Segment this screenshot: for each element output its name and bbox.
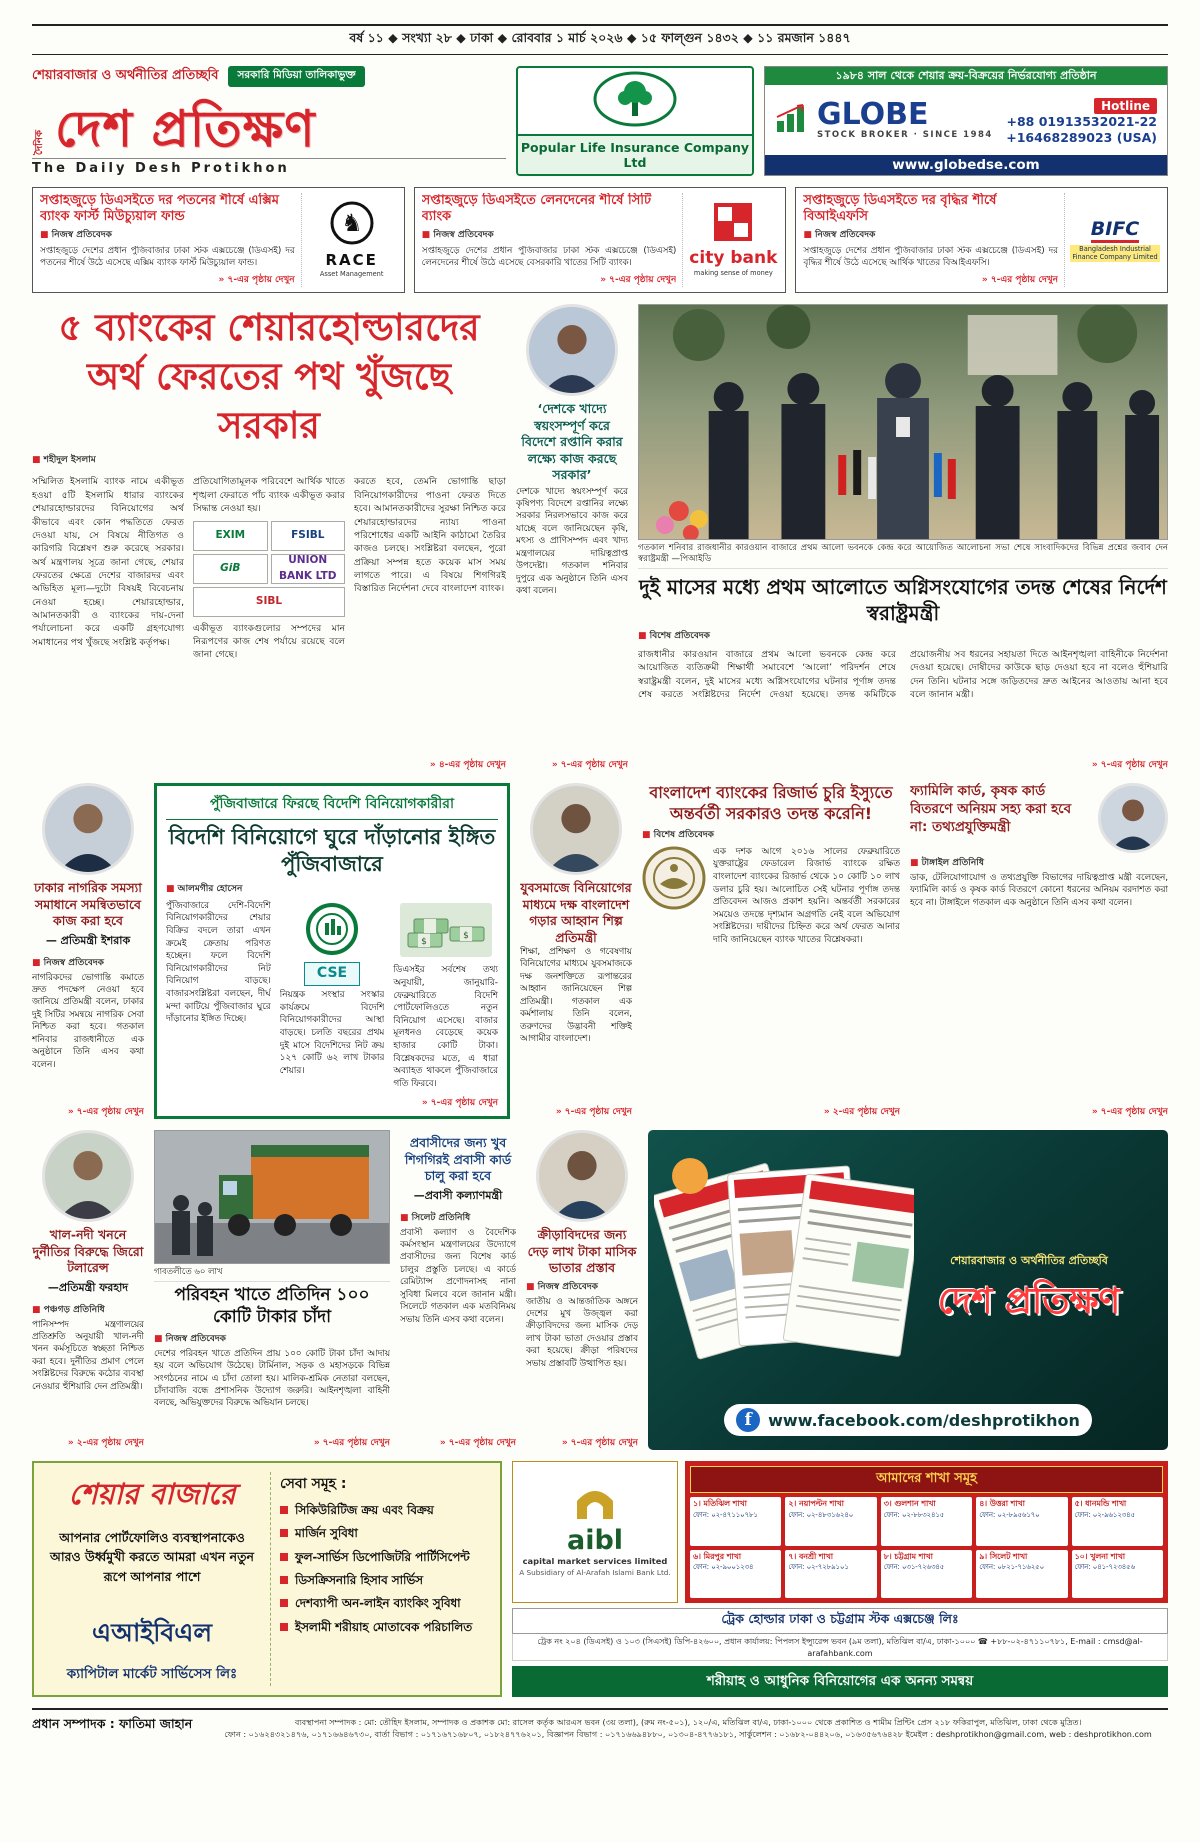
brief-price-gain [795,187,1168,293]
branch-item: ৪। উত্তরা শাখা ফোন: ০২-৮৯৫৬১৭০ [976,1497,1067,1546]
masthead-tagline: শেয়ারবাজার ও অর্থনীতির প্রতিচ্ছবি [32,68,219,83]
service-item: ডিসক্রিসনারি হিসাব সার্ভিস [280,1573,491,1588]
reserve-heist-story [642,783,900,1119]
canal-byline: ■ পঞ্চগড় প্রতিনিধি [32,1302,144,1317]
bifc-wordmark: BIFC [1091,218,1139,243]
publisher-line-1: ব্যবস্থাপনা সম্পাদক : মো: তৌহিদ ইসলাম, সম্পাদক ও প্রকাশক মো: রাসেল কর্তৃক আরএস ভবন (৩য় তলা), (রুম নং-৫০১), ১২০/এ, মতিঝিল বা/এ, ঢাকা-১০০০ থেকে প্রকাশিত ও শামীম প্রিন্টিং প্রেস ২১৮ ফকিরাপুল, মতিঝিল, ঢাকা থেকে মুদ্রিত। [294,1717,1082,1727]
branch-item: ১০। খুলনা শাখা ফোন: ০৪১-৭২৩৪৫৬ [1072,1550,1163,1599]
lead-col-3: করতে হবে, তেমনি ভোগান্তি ছাড়া বিনিয়োগকারীদের পাওনা ফেরত দিতে হবে। আমানতকারীদের সুরক্ষা নিশ্চিত করে শেয়ারহোল্ডারদের ন্যায্য পাওনা পরিশোধের একটি আইনি কাঠামো তৈরির কাজও চলছে। সংশ্লিষ্টরা বলছেন, পুরো প্রক্রিয়া সম্পন্ন হতে কয়েক মাস সময় লাগতে পারে। এ বিষয়ে শিগগিরই বিস্তারিত নির্দেশনা দেবে বাংলাদেশ ব্যাংক। [354,476,506,595]
lead-story [32,304,506,772]
money-photo [400,903,492,962]
aibl-promo-ad [32,1461,502,1697]
brief-body: সপ্তাহজুড়ে দেশের প্রধান পুঁজিবাজার ঢাকা স্টক এক্সচেঞ্জে (ডিএসই) দর পতনের শীর্ষে উঠে এসেছে এক্সিম ব্যাংক ফার্স্ট মিউচ্যুয়াল ফান্ড। [40,245,295,268]
globe-sub1: STOCK BROKER [817,130,910,141]
official-portrait [536,1130,628,1222]
globe-brand: GLOBE [817,97,929,133]
expat-body: প্রবাসী কল্যাণ ও বৈদেশিক কর্মসংস্থান মন্ত্রণালয়ের উদ্যোগে প্রবাসীদের জন্য বিশেষ কার্ড চালুর প্রস্তুতি চলছে। এ কার্ডে রেমিট্যান্স প্রণোদনাসহ নানা সুবিধা মিলবে বলে জানান মন্ত্রী। সিলেটে গতকাল এক মতবিনিময় সভায় তিনি এসব কথা বলেন। [400,1227,516,1325]
svg-text:♞: ♞ [340,209,363,238]
reserve-body: এক দশক আগে ২০১৬ সালের ফেব্রুয়ারিতে যুক্তরাষ্ট্রের ফেডারেল রিজার্ভ ব্যাংকে রক্ষিত বাংলাদেশ ব্যাংকের রিজার্ভ থেকে ১০ কোটি ১০ লাখ ডলার চুরি হয়। আলোচিত সেই ঘটনার পূর্ণাঙ্গ তদন্ত প্রতিবেদন আজও প্রকাশ হয়নি। অন্তর্বর্তী সরকারের সময়েও তদন্তে দৃশ্যমান অগ্রগতি নেই বলে অভিযোগ সংশ্লিষ্টদের। দায়ীদের চিহ্নিত করে অর্থ ফেরত আনার দাবি জানিয়েছেন ব্যাংক খাতের বিশ্লেষকরা। [713,846,900,946]
facebook-bar[interactable] [724,1404,1092,1436]
civic-attribution: — প্রতিমন্ত্রী ইশরাক [45,933,131,947]
newspapers-graphic [654,1136,914,1390]
services-list [270,1472,491,1686]
race-wordmark: RACE [325,251,378,270]
athlete-headline: ক্রীড়াবিদদের জন্য দেড় লাখ টাকা মাসিক ভাতার প্রস্তাব [527,1227,637,1275]
imprint-footer [32,1708,1168,1740]
minister-portrait [526,304,618,396]
jump-link[interactable]: » ৭-এর পৃষ্ঠায় দেখুন [910,1104,1168,1119]
athlete-body: জাতীয় ও আন্তর্জাতিক অঙ্গনে দেশের মুখ উজ্জ্বল করা ক্রীড়াবিদদের জন্য মাসিক দেড় লাখ টাকা ভাতা দেওয়ার প্রস্তাব করা হয়েছে। ক্রীড়া পরিষদের সভায় প্রস্তাবটি উত্থাপিত হয়। [526,1296,638,1369]
gov-listed-badge: সরকারি মিডিয়া তালিকাভুক্ত [228,66,364,87]
self-promo-ad [648,1130,1168,1450]
sibl-bank-logo: SIBL [193,587,345,617]
tree-icon [592,70,678,132]
brief-title: সপ্তাহজুড়ে ডিএসইতে দর পতনের শীর্ষে এক্সিম ব্যাংক ফার্স্ট মিউচ্যুয়াল ফান্ড [40,193,280,224]
union-bank-logo: UNION BANK LTD [271,554,346,584]
branch-item: ৯। সিলেট শাখা ফোন: ০৮২১-৭১৬২৫০ [976,1550,1067,1599]
transport-extortion-story [154,1130,390,1450]
race-sub: Asset Management [319,270,384,279]
service-item: ফুল-সার্ভিস ডিপোজিটরি পার্টিসিপেন্ট [280,1550,491,1565]
lead-byline: ■ শহীদুল ইসলাম [32,452,506,467]
globe-ad-slogan: ১৯৮৪ সাল থেকে শেয়ার ক্রয়-বিক্রয়ের নির্ভরযোগ্য প্রতিষ্ঠান [765,67,1167,85]
branch-item: ৮। চট্টগ্রাম শাখা ফোন: ০৩১-৭২৬৩৪৫ [881,1550,972,1599]
jump-link[interactable]: » ৭-এর পৃষ্ঠায় দেখুন [32,1104,144,1119]
expat-headline: প্রবাসীদের জন্য খুব শিগগিরই প্রবাসী কার্ড চালু করা হবে [404,1135,512,1183]
daily-tag: দৈনিক [34,129,45,155]
jump-link[interactable]: » ৭-এর পৃষ্ঠায় দেখুন [516,757,628,772]
merged-bank-logos [193,521,345,617]
canal-headline: খাল-নদী খননে দুর্নীতির বিরুদ্ধে জিরো টলারেন্স [32,1227,144,1275]
civic-body: নাগরিকদের ভোগান্তি কমাতে দ্রুত পদক্ষেপ নেওয়া হবে জানিয়ে প্রতিমন্ত্রী বলেন, ঢাকার দুই সিটির সমন্বয়ে নাগরিক সেবা নিশ্চিত করা হবে। গতকাল শনিবার রাজধানীতে এক অনুষ্ঠানে তিনি এসব কথা বলেন। [32,972,144,1070]
investment-col-1: পুঁজিবাজারে দেশি-বিদেশি বিনিয়োগকারীদের শেয়ার বিক্রির বদলে তারা এখন ক্রমেই ক্রেতায় পরিণত হচ্ছেন। ফলে বিদেশি বিনিয়োগকারীদের নিট বিনিয়োগ বাড়ছে। বাজারসংশ্লিষ্টরা বলছেন, দীর্ঘ মন্দা কাটিয়ে পুঁজিবাজার ঘুরে দাঁড়ানোর ইঙ্গিত দিচ্ছে। [166,900,271,1025]
promo-tagline: শেয়ারবাজার ও অর্থনীতির প্রতিচ্ছবি [950,1254,1108,1267]
brief-byline: ■ নিজস্ব প্রতিবেদক [422,227,677,242]
service-item: মার্জিন সুবিধা [280,1526,491,1541]
investment-headline: বিদেশি বিনিয়োগে ঘুরে দাঁড়ানোর ইঙ্গিত পুঁজিবাজারে [168,825,496,877]
dhaka-civic-story [32,783,144,1119]
publisher-line-2: ফোন : ০১৬২৪৩২১৪৭৬, ০১৭১৬৬৪৬৭৩০, বার্তা বিভাগ : ০১৭১৬৭১৬৮০৭, ০১৮২৪৭৭৬২০১, বিজ্ঞাপন বিভাগ : ০১৭১৬৬৯৪৮৮০, ০১৩০৪-৪৭৭৬১৮১, সার্কুলেশন : ০১৬৮২-০৪৪২০৬, ০১৬৩৫৬৭৬৪২৮ ইমেইল : deshprotikhon@gmail.com, web : deshprotikhon.com [224,1729,1152,1740]
family-card-headline: ফ্যামিলি কার্ড, কৃষক কার্ড বিতরণে অনিয়ম সহ্য করা হবে না: তথ্যপ্রযুক্তিমন্ত্রী [910,783,1072,835]
fsibl-bank-logo: FSIBL [271,521,346,551]
minister-portrait [42,1130,134,1222]
chief-editor: প্রধান সম্পাদক : ফাতিমা জাহান [32,1716,193,1731]
brief-top-turnover [414,187,787,293]
bifc-logo [1064,193,1160,287]
jump-link[interactable]: » ৭-এর পৃষ্ঠায় দেখুন [40,272,295,287]
fire-story-byline: ■ বিশেষ প্রতিবেদক [638,628,1168,643]
canal-body: পানিসম্পদ মন্ত্রণালয়ের প্রতিশ্রুতি অনুযায়ী খাল-নদী খনন কর্মসূচিতে স্বচ্ছতা নিশ্চিত করা হবে। দুর্নীতির প্রমাণ পেলে সংশ্লিষ্টদের বিরুদ্ধে কঠোর ব্যবস্থা নেওয়ার হুঁশিয়ারি দেন প্রতিমন্ত্রী। [32,1319,144,1392]
youth-body: শিক্ষা, প্রশিক্ষণ ও গবেষণায় বিনিয়োগের মাধ্যমে যুবসমাজকে দক্ষ জনশক্তিতে রূপান্তরের আহ্বান জানিয়েছেন শিল্প প্রতিমন্ত্রী। গতকাল এক কর্মশালায় তিনি বলেন, তরুণদের উদ্ভাবনী শক্তিই আগামীর বাংলাদেশ। [520,947,632,1045]
chart-bars-icon [775,103,809,137]
race-logo [301,193,397,287]
investment-col-3: $ $ ডিএসইর সর্বশেষ তথ্য অনুযায়ী, জানুয়ারি-ফেব্রুয়ারিতে বিদেশি পোর্টফোলিওতে নতুন বিনিয়োগ এসেছে। বাজার মূলধনও বেড়েছে কয়েক হাজার কোটি টাকা। বিশ্লেষকদের মতে, এ ধারা অব্যাহত থাকলে পুঁজিবাজারে গতি ফিরবে। [393,900,498,1095]
hotline-label: Hotline [1094,98,1157,114]
canal-dredging-story [32,1130,144,1450]
branches-grid [690,1497,1163,1598]
masthead-logo-block [32,66,506,176]
globe-broker-ad: ১৯৮৪ সাল থেকে শেয়ার ক্রয়-বিক্রয়ের নির্ভরযোগ্য প্রতিষ্ঠান GLOBE STOCK BROKER · SINCE 1984 Hotline +88 01913532021-22 +16468289023 (USA) www.globedse.com [764,66,1168,176]
branch-item: ৭। বনশ্রী শাখা ফোন: ০২-৭২৮৯১০১ [785,1550,876,1599]
bangladesh-bank-emblem-icon [642,846,706,1104]
youth-headline: যুবসমাজে বিনিয়োগের মাধ্যমে দক্ষ বাংলাদেশ গড়ার আহ্বান শিল্প প্রতিমন্ত্রী [520,880,632,945]
jump-link[interactable]: » ৭-এর পৃষ্ঠায় দেখুন [400,1435,516,1450]
service-item: সিকিউরিটিজ ক্রয় এবং বিক্রয় [280,1503,491,1518]
athlete-byline: ■ নিজস্ব প্রতিবেদক [526,1279,638,1294]
exim-bank-logo: EXIM [193,521,268,551]
dateline: বর্ষ ১১ ◆ সংখ্যা ২৮ ◆ ঢাকা ◆ রোববার ১ মার্চ ২০২৬ ◆ ১৫ ফাল্গুন ১৪৩২ ◆ ১১ রমজান ১৪৪৭ [32,24,1168,55]
city-bank-logo [682,193,778,287]
global-islami-bank-logo: GiB [193,554,268,584]
reserve-byline: ■ বিশেষ প্রতিবেদক [642,827,900,842]
jump-link[interactable]: » ৭-এর পৃষ্ঠায় দেখুন [638,757,1168,772]
promo-paper-title: দেশ প্রতিক্ষণ [937,1281,1121,1322]
youth-investment-story [520,783,632,1119]
fire-investigation-story [638,304,1168,772]
branch-item: ৩। গুলশান শাখা ফোন: ০২-৮৮৩২৪১৫ [881,1497,972,1546]
main-story-band [32,304,1168,772]
press-conference-photo [638,304,1168,540]
svg-text:$: $ [462,930,469,941]
branch-item: ২। নয়াপল্টন শাখা ফোন: ০২-৪৮৩১৬২৪০ [785,1497,876,1546]
quote-body: দেশকে খাদ্যে স্বয়ংসম্পূর্ণ করে কৃষিপণ্য বিদেশে রপ্তানির লক্ষ্যে সরকার নিরলসভাবে কাজ করে যাচ্ছে বলে জানিয়েছেন কৃষি, মৎস্য ও প্রাণিসম্পদ এবং খাদ্য মন্ত্রণালয়ের দায়িত্বপ্রাপ্ত উপদেষ্টা। গতকাল শনিবার দুপুরে এক অনুষ্ঠানে তিনি এসব কথা বলেন। [516,486,628,597]
cse-logo: CSE [304,962,360,986]
popular-life-ad [516,66,754,176]
investment-byline: ■ আলমগীর হোসেন [166,881,498,896]
family-card-byline: ■ টাঙ্গাইল প্রতিনিধি [910,855,1168,870]
promo-brand-sub: ক্যাপিটাল মার্কেট সার্ভিসেস লিঃ [66,1666,238,1682]
lower-story-band [32,1130,1168,1450]
canal-attribution: —প্রতিমন্ত্রী ফরহাদ [47,1280,129,1294]
trek-holder-line: ট্রেক হোল্ডার ঢাকা ও চট্টগ্রাম স্টক এক্সচেঞ্জ লিঃ [512,1608,1168,1634]
fire-story-headline: দুই মাসের মধ্যে প্রথম আলোতে অগ্নিসংযোগের তদন্ত শেষের নির্দেশ স্বরাষ্ট্রমন্ত্রী [639,575,1167,626]
brief-byline: ■ নিজস্ব প্রতিবেদক [803,227,1058,242]
transport-body: দেশের পরিবহন খাতে প্রতিদিন প্রায় ১০০ কোটি টাকা চাঁদা আদায় হয় বলে অভিযোগ উঠেছে। টার্মিনাল, সড়ক ও মহাসড়কে বিভিন্ন সংগঠনের নামে এ চাঁদা তোলা হয়। মালিক-শ্রমিক নেতারা বলছেন, চাঁদাবাজি বন্ধে প্রশাসনিক উদ্যোগ জরুরি। আইনশৃঙ্খলা বাহিনী বলছে, অভিযুক্তদের বিরুদ্ধে অভিযান চলছে। [154,1348,390,1409]
bsec-emblem-icon [306,903,358,960]
civic-headline: ঢাকার নাগরিক সমস্যা সমাধানে সমন্বিতভাবে কাজ করা হবে [34,880,142,928]
hotline-number-2: +16468289023 (USA) [1006,129,1157,145]
shariah-slogan: শরীয়াহ ও আধুনিক বিনিয়োগের এক অনন্য সমন্বয় [512,1666,1168,1697]
head-office-address: ট্রেক নং ২০৪ (ডিএসই) ও ১০৩ (সিএসই) ডিপি-৪২৬০০, প্রধান কার্যালয়: পিপলস ইন্স্যুরেন্স ভবন (৯ম তলা), মতিঝিল বা/এ, ঢাকা-১০০০ ☎ +৮৮-০২-৪৭১১০৭৮১, E-mail : cmsd@al-arafahbank.com [512,1634,1168,1661]
promo-script-title: শেয়ার বাজারে [68,1477,236,1511]
fire-story-body: রাজধানীর কারওয়ান বাজারে প্রথম আলো ভবনকে কেন্দ্র করে আয়োজিত ব্যতিক্রমী শিক্ষার্থী সমাবেশে ‘আলো’ পরিদর্শন শেষে স্বরাষ্ট্রমন্ত্রী বলেন, দুই মাসের মধ্যে অগ্নিসংযোগের ঘটনার পূর্ণাঙ্গ তদন্ত শেষ করতে সংশ্লিষ্টদের নির্দেশ দেওয়া হয়েছে। তদন্ত কমিটিকে প্রয়োজনীয় সব ধরনের সহায়তা দিতে আইনশৃঙ্খলা বাহিনীকে নির্দেশনা দেওয়া হয়েছে। দোষীদের কাউকে ছাড় দেওয়া হবে না বলেও হুঁশিয়ারি দেন তিনি। ঘটনার সঙ্গে জড়িতদের দ্রুত আইনের আওতায় আনা হবে বলে জানান মন্ত্রী। [638,649,1168,701]
investment-kicker: পুঁজিবাজারে ফিরছে বিদেশি বিনিয়োগকারীরা [166,792,498,820]
family-card-story [910,783,1168,1119]
branch-item: ৬। মিরপুর শাখা ফোন: ০২-৯০০১২৩৪ [690,1550,781,1599]
newspaper-subtitle: The Daily Desh Protikhon [32,158,506,176]
publisher-lines [208,1716,1168,1740]
brief-body: সপ্তাহজুড়ে দেশের প্রধান পুঁজিবাজার ঢাকা স্টক এক্সচেঞ্জে (ডিএসই) লেনদেনের শীর্ষে উঠে এসেছে বেসরকারি খাতের সিটি ব্যাংক। [421,245,677,268]
facebook-icon: f [736,1408,760,1432]
jump-link[interactable]: » ৪-এর পৃষ্ঠায় দেখুন [32,757,506,772]
aibl-sub: capital market services limited [522,1556,668,1566]
service-item: ইসলামী শরীয়াহ মোতাবেক পরিচালিত [280,1620,491,1635]
brief-title: সপ্তাহজুড়ে ডিএসইতে দর বৃদ্ধির শীর্ষে বিআইএফসি [803,193,997,224]
brief-title: সপ্তাহজুড়ে ডিএসইতে লেনদেনের শীর্ষে সিটি ব্যাংক [421,193,652,224]
masthead [32,66,1168,176]
brief-price-decline [32,187,405,293]
jump-link[interactable]: » ৭-এর পৃষ্ঠায় দেখুন [520,1104,632,1119]
transport-byline: ■ নিজস্ব প্রতিবেদক [154,1331,390,1346]
promo-brand-bn: এআইবিএল [92,1618,212,1647]
newspaper-title: দেশ প্রতিক্ষণ [55,100,316,158]
branches-panel [685,1461,1168,1603]
quote-headline: ‘দেশকে খাদ্যে স্বয়ংসম্পূর্ণ করে বিদেশে রপ্তানি করার লক্ষ্যে কাজ করছে সরকার’ [521,401,623,482]
bottom-ad-band [32,1461,1168,1697]
food-export-story [516,304,628,772]
jump-link[interactable]: » ২-এর পৃষ্ঠায় দেখুন [642,1104,900,1119]
service-item: দেশব্যাপী অন-লাইন ব্যাংকিং সুবিধা [280,1596,491,1611]
aibl-branches-ad [512,1461,1168,1697]
city-bank-wordmark: city bank [689,248,778,269]
jump-link[interactable]: » ৭-এর পৃষ্ঠায় দেখুন [803,272,1058,287]
aibl-logo-box [512,1461,678,1603]
globe-sub2: SINCE 1984 [922,130,993,141]
aibl-wordmark: aibl [566,1525,624,1556]
athlete-allowance-story [526,1130,638,1450]
expat-byline: ■ সিলেট প্রতিনিধি [400,1210,516,1225]
minister-portrait [1098,783,1168,853]
truck-terminal-photo [154,1130,390,1264]
aibl-sub2: A Subsidiary of Al-Arafah Islami Bank Ltd. [519,1568,671,1577]
svg-text:$: $ [420,936,427,947]
brief-body: সপ্তাহজুড়ে দেশের প্রধান পুঁজিবাজার ঢাকা স্টক এক্সচেঞ্জে (ডিএসই) দর বৃদ্ধির শীর্ষে উঠে এসেছে আর্থিক খাতের বিআইএফসি। [803,245,1059,268]
foreign-investment-story [154,783,510,1119]
globe-website-link[interactable]: www.globedse.com [765,155,1167,175]
civic-byline: ■ নিজস্ব প্রতিবেদক [32,955,144,970]
lead-headline: ৫ ব্যাংকের শেয়ারহোল্ডারদের অর্থ ফেরতের পথ খুঁজছে সরকার [58,306,480,447]
arch-building-icon [573,1487,617,1525]
branch-item: ১। মতিঝিল শাখা ফোন: ০২-৪৭১১০৭৮১ [690,1497,781,1546]
jump-link[interactable]: » ২-এর পৃষ্ঠায় দেখুন [32,1435,144,1450]
family-card-body: ডাক, টেলিযোগাযোগ ও তথ্যপ্রযুক্তি বিভাগের দায়িত্বপ্রাপ্ত মন্ত্রী বলেছেন, ফ্যামিলি কার্ড ও কৃষক কার্ড বিতরণে কোনো ধরনের অনিয়ম বরদাশত করা হবে না। টাঙ্গাইলে গতকাল এক অনুষ্ঠানে তিনি এসব কথা বলেন। [910,873,1168,908]
lead-col-2: প্রতিযোগিতামূলক পরিবেশে আর্থিক খাতে শৃঙ্খলা ফেরাতে পাঁচ ব্যাংক একীভূত করার সিদ্ধান্ত নেওয়া হয়। EXIM FSIBL GiB UNION BANK LTD SIBL একীভূত ব্যাংকগুলোর সম্পদের মান নিরূপণের কাজ শেষ পর্যায়ে রয়েছে বলে জানা গেছে। [193,476,345,661]
investment-col-2: CSE নিয়ন্ত্রক সংস্থার সংস্কার কার্যক্রমে বিদেশি বিনিয়োগকারীদের আস্থা বাড়ছে। চলতি বছরের প্রথম দুই মাসে বিদেশিদের নিট ক্রয় ১২৭ কোটি ৬২ লাখ টাকার শেয়ার। [280,900,385,1095]
hotline-number-1: +88 01913532021-22 [1006,114,1157,130]
city-bank-sub: making sense of money [693,269,773,278]
jump-link[interactable]: » ৭-এর পৃষ্ঠায় দেখুন [166,1095,498,1110]
top-briefs-row [32,187,1168,293]
mid-story-band [32,783,1168,1119]
jump-link[interactable]: » ৭-এর পৃষ্ঠায় দেখুন [422,272,677,287]
transport-headline: পরিবহন খাতে প্রতিদিন ১০০ কোটি টাকার চাঁদা [174,1285,370,1327]
brief-byline: ■ নিজস্ব প্রতিবেদক [40,227,295,242]
lead-col-1: সম্মিলিত ইসলামি ব্যাংক নামে একীভূত হওয়া ৫টি ইসলামি ধারার ব্যাংকের শেয়ারহোল্ডারদের বিনিয়োগের অর্থ কীভাবে এবং কোন পদ্ধতিতে ফেরত দেওয়া যায়, সে বিষয়ে নীতিগত ও কারিগরি বিশ্লেষণ শুরু করেছে সরকার। অর্থ মন্ত্রণালয় সূত্রে জানা গেছে, শেয়ার ফেরতের ক্ষেত্রে দেশের বাজারদর এবং অভিহিত মূল্য—দুটো বিষয়ই বিবেচনায় নেওয়া হচ্ছে। শেয়ারহোল্ডার, আমানতকারী ও ব্যাংকের দায়-দেনা পর্যালোচনা করে একটি গ্রহণযোগ্য সমাধানের পথ খুঁজছে সংশ্লিষ্ট কর্তৃপক্ষ। [32,476,184,648]
bifc-sub: Bangladesh Industrial Finance Company Limited [1070,245,1160,263]
minister-portrait [42,783,134,875]
facebook-url[interactable]: www.facebook.com/deshprotikhon [768,1410,1080,1430]
photo-caption: গতকাল শনিবার রাজধানীর কারওয়ান বাজারে প্রথম আলো ভবনকে কেন্দ্র করে আয়োজিত আলোচনা সভা শেষে সাংবাদিকদের বিভিন্ন প্রশ্নের জবাব দেন স্বরাষ্ট্রমন্ত্রী —পিআইডি [638,540,1168,569]
jump-link[interactable]: » ৭-এর পৃষ্ঠায় দেখুন [154,1435,390,1450]
popular-life-name: Popular Life Insurance Company Ltd [518,134,752,174]
reserve-headline: বাংলাদেশ ব্যাংকের রিজার্ভ চুরি ইস্যুতে অন্তর্বর্তী সরকারও তদন্ত করেনি! [649,783,893,823]
truck-photo-caption: গাবতলীতে ৬০ লাখ [154,1264,390,1282]
services-title: সেবা সমূহ : [280,1476,347,1492]
checkerboard-icon [713,202,753,246]
branch-item: ৫। ধানমন্ডি শাখা ফোন: ০২-৯৬১২৩৪৫ [1072,1497,1163,1546]
knight-icon [330,201,374,249]
promo-body: আপনার পোর্টফোলিও ব্যবস্থাপনাকেও আরও উর্ধ্বমুখী করতে আমরা এখন নতুন রূপে আপনার পাশে [50,1530,254,1584]
expat-card-story [400,1130,516,1450]
expat-attribution: —প্রবাসী কল্যাণমন্ত্রী [413,1188,503,1202]
branches-title: আমাদের শাখা সমূহ [690,1466,1163,1493]
jump-link[interactable]: » ৭-এর পৃষ্ঠায় দেখুন [526,1435,638,1450]
minister-portrait [530,783,622,875]
